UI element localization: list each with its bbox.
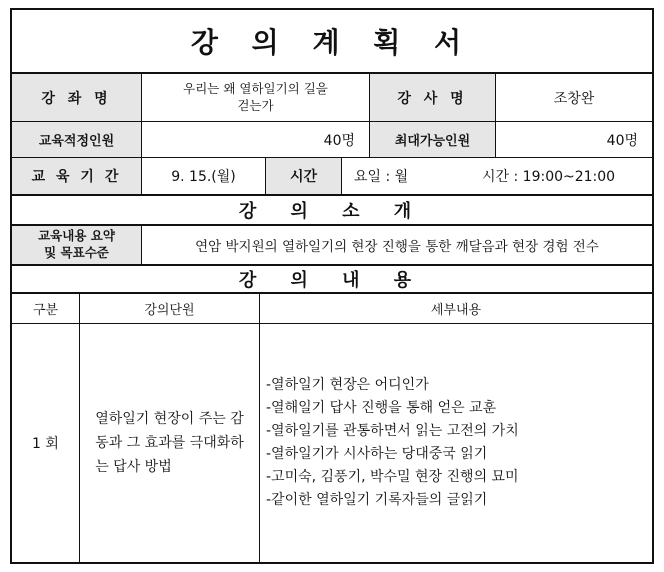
detail-item-1: -열하일기 현장은 어디인가 xyxy=(266,377,429,393)
detail-item-5: -고미숙, 김풍기, 박수밀 현장 진행의 묘미 xyxy=(266,469,519,485)
course-row xyxy=(12,74,652,122)
row1-unit xyxy=(80,324,260,562)
content-row-1 xyxy=(12,324,652,562)
course-name-label: 강 좌 명 xyxy=(12,74,142,121)
course-name-line1: 우리는 왜 열하일기의 길을 xyxy=(183,80,328,96)
capacity-row xyxy=(12,122,652,158)
row1-unit-line3: 는 답사 방법 xyxy=(95,459,172,475)
capacity-label: 교육적정인원 xyxy=(12,122,142,157)
intro-header: 강 의 소 개 xyxy=(238,201,426,222)
period-time: 시간 : 19:00~21:00 xyxy=(482,169,616,185)
instructor-name: 조창완 xyxy=(553,90,595,107)
max-capacity-label: 최대가능인원 xyxy=(370,122,496,157)
row1-details xyxy=(260,324,652,562)
summary-row xyxy=(12,226,652,266)
max-capacity-value: 40명 xyxy=(606,132,638,149)
content-columns-row xyxy=(12,294,652,324)
row1-division: 1 회 xyxy=(12,324,80,562)
capacity-value: 40명 xyxy=(142,122,370,157)
detail-item-4: -열하일기가 시사하는 당대중국 읽기 xyxy=(266,446,488,462)
detail-item-6: -같이한 열하일기 기록자들의 글읽기 xyxy=(266,492,488,508)
lecture-plan-form xyxy=(10,8,654,564)
summary-label-line1: 교육내용 요약 xyxy=(38,228,115,244)
col-unit: 강의단원 xyxy=(80,294,260,323)
detail-item-2: -열해일기 답사 진행을 통해 얻은 교훈 xyxy=(266,400,497,416)
detail-item-3: -열하일기를 관통하면서 읽는 고전의 가치 xyxy=(266,423,519,439)
title-row xyxy=(12,10,652,74)
row1-unit-line2: 동과 그 효과를 극대화하 xyxy=(95,435,244,451)
row1-unit-line1: 열하일기 현장이 주는 감 xyxy=(95,411,244,427)
summary-label xyxy=(12,226,142,264)
content-header-row xyxy=(12,266,652,294)
summary-text: 연암 박지원의 열하일기의 현장 진행을 통한 깨달음과 현장 경험 전수 xyxy=(195,239,599,255)
page-title: 강 의 계 획 서 xyxy=(190,26,474,59)
period-label: 교 육 기 간 xyxy=(12,158,142,194)
course-name-line2: 걷는가 xyxy=(237,97,274,113)
time-label: 시간 xyxy=(266,158,342,194)
row1-details-list xyxy=(260,374,525,512)
instructor-label: 강 사 명 xyxy=(370,74,496,121)
col-details: 세부내용 xyxy=(430,303,482,318)
period-day: 요일 : 월 xyxy=(354,169,409,185)
period-date: 9. 15.(월) xyxy=(142,158,266,194)
col-division: 구분 xyxy=(12,294,80,323)
course-name-value xyxy=(142,74,370,121)
period-row xyxy=(12,158,652,196)
summary-label-line2: 및 목표수준 xyxy=(44,245,109,260)
intro-header-row xyxy=(12,196,652,226)
row1-unit-text xyxy=(89,407,250,479)
content-header: 강 의 내 용 xyxy=(238,270,426,291)
